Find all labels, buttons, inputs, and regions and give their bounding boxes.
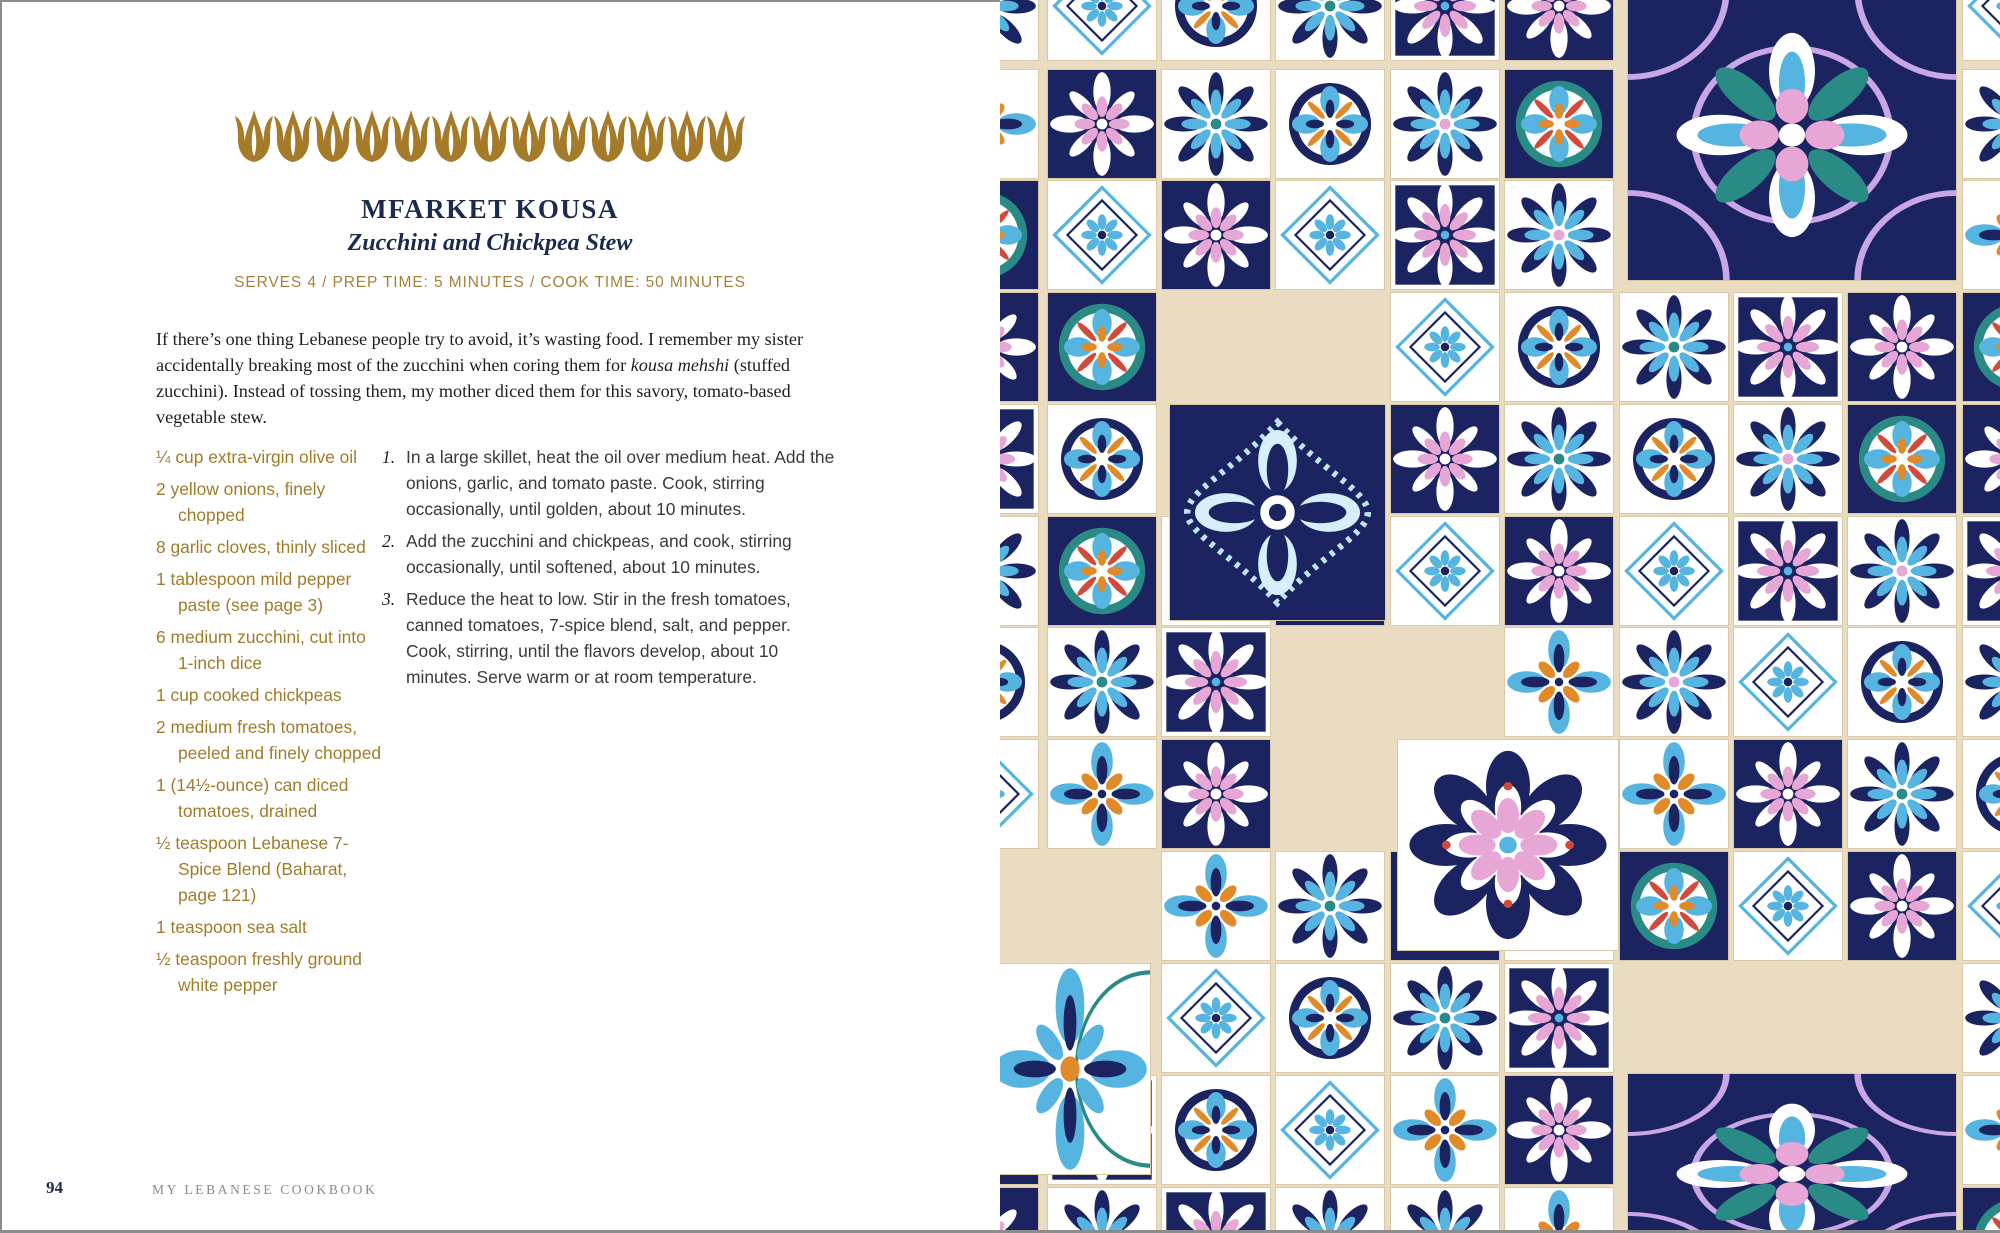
decorative-tile <box>1162 852 1270 960</box>
decorative-tile <box>1620 852 1728 960</box>
decorative-tile <box>1048 1188 1156 1233</box>
decorative-tile <box>1505 0 1613 60</box>
decorative-tile <box>1162 628 1270 736</box>
direction-step <box>382 586 837 690</box>
decorative-tile <box>1276 852 1384 960</box>
decorative-tile <box>1963 1188 2000 1233</box>
running-head: MY LEBANESE COOKBOOK <box>152 1182 378 1197</box>
ingredient-item: ½ teaspoon Lebanese 7-Spice Blend (Baharat, page 121) <box>156 833 349 905</box>
decorative-tile <box>1963 964 2000 1072</box>
step-number: 2. <box>382 531 396 551</box>
recipe-title: MFARKET KOUSA <box>361 194 619 224</box>
decorative-tile <box>1162 1188 1270 1233</box>
tulip-icon <box>510 106 548 164</box>
decorative-tile <box>1048 70 1156 178</box>
decorative-tile <box>1963 517 2000 625</box>
tulip-icon <box>392 106 430 164</box>
intro-italic-dish: kousa mehshi <box>630 355 730 375</box>
decorative-tile <box>1505 181 1613 289</box>
decorative-tile <box>1048 405 1156 513</box>
decorative-tile <box>1848 293 1956 401</box>
tulip-icon <box>432 106 470 164</box>
decorative-tile <box>1391 293 1499 401</box>
step-text: In a large skillet, heat the oil over medium heat. Add the onions, garlic, and tomato paste. Cook, stirring occasionally, until golden, about 10 minutes. <box>406 447 835 519</box>
ingredient-item: 6 medium zucchini, cut into 1-inch dice <box>156 627 366 673</box>
recipe-meta: SERVES 4 / PREP TIME: 5 MINUTES / COOK TIME: 50 MINUTES <box>234 274 746 291</box>
ingredient-item: 1 (14½-ounce) can diced tomatoes, drained <box>156 775 349 821</box>
tile-pattern-page <box>1000 0 2000 1233</box>
page-number: 94 <box>46 1178 63 1197</box>
decorative-tile <box>1276 0 1384 60</box>
step-number: 3. <box>382 589 396 609</box>
decorative-tile <box>1048 517 1156 625</box>
decorative-tile <box>1734 740 1842 848</box>
decorative-tile <box>1000 70 1038 178</box>
decorative-tile <box>1505 405 1613 513</box>
ingredient-item: ¼ cup extra-virgin olive oil <box>156 447 358 467</box>
decorative-tile <box>1963 181 2000 289</box>
decorative-tile <box>1048 740 1156 848</box>
decorative-tile <box>1734 517 1842 625</box>
decorative-tile <box>1162 740 1270 848</box>
decorative-tile <box>1505 293 1613 401</box>
decorative-tile <box>1848 852 1956 960</box>
decorative-tile <box>1848 628 1956 736</box>
tulip-icon <box>707 106 745 164</box>
decorative-tile <box>1000 0 1038 60</box>
decorative-tile <box>1391 964 1499 1072</box>
direction-step <box>382 528 837 580</box>
tulip-icon <box>550 106 588 164</box>
decorative-tile <box>1048 0 1156 60</box>
tulip-icon <box>353 106 391 164</box>
ingredient-item: 2 yellow onions, finely chopped <box>156 479 326 525</box>
decorative-tile <box>1963 293 2000 401</box>
large-decorative-tile <box>1398 740 1618 950</box>
decorative-tile <box>1391 70 1499 178</box>
decorative-tile <box>1276 181 1384 289</box>
tulip-icon <box>589 106 627 164</box>
tulip-icon <box>668 106 706 164</box>
decorative-tile <box>1162 70 1270 178</box>
direction-list <box>382 444 837 696</box>
decorative-tile <box>1162 181 1270 289</box>
decorative-tile <box>1505 1188 1613 1233</box>
decorative-tile <box>1963 852 2000 960</box>
ingredient-item: 1 teaspoon sea salt <box>156 917 307 937</box>
decorative-tile <box>1505 70 1613 178</box>
ingredient-list <box>156 444 386 1004</box>
decorative-tile <box>1276 1188 1384 1233</box>
decorative-tile <box>1276 1076 1384 1184</box>
ingredient-item: 1 tablespoon mild pepper paste (see page 3) <box>156 569 352 615</box>
large-decorative-tile <box>1170 405 1385 620</box>
decorative-tile <box>1162 1076 1270 1184</box>
decorative-tile <box>1162 964 1270 1072</box>
decorative-tile <box>1505 964 1613 1072</box>
decorative-tile <box>1620 517 1728 625</box>
decorative-tile <box>1963 740 2000 848</box>
decorative-tile <box>1391 517 1499 625</box>
decorative-tile <box>1391 181 1499 289</box>
decorative-tile <box>1391 0 1499 60</box>
decorative-tile <box>1734 293 1842 401</box>
decorative-tile <box>1963 405 2000 513</box>
direction-step <box>382 444 837 522</box>
ingredient-item: 2 medium fresh tomatoes, peeled and finely chopped <box>156 717 382 763</box>
tulip-icon <box>628 106 666 164</box>
decorative-tile <box>1963 1076 2000 1184</box>
decorative-tile <box>1848 405 1956 513</box>
step-text: Reduce the heat to low. Stir in the fresh tomatoes, canned tomatoes, 7-spice blend, salt, and pepper. Cook, stirring, until the flavors develop, about 10 minutes. Serve warm or at room temperature. <box>406 589 791 687</box>
intro-text-2: (stuffed zucchini). Instead of tossing them, my mother diced them for this savory, tomato-based vegetable stew. <box>156 355 791 427</box>
decorative-tile <box>1000 628 1038 736</box>
recipe-subtitle: Zucchini and Chickpea Stew <box>347 230 633 256</box>
ingredient-item: 8 garlic cloves, thinly sliced <box>156 537 366 557</box>
ingredient-item: ½ teaspoon freshly ground white pepper <box>156 949 362 995</box>
tulip-icon <box>274 106 312 164</box>
decorative-tile <box>1162 0 1270 60</box>
decorative-tile <box>1391 1188 1499 1233</box>
decorative-tile <box>1505 1076 1613 1184</box>
decorative-tile <box>1048 628 1156 736</box>
decorative-tile <box>1734 628 1842 736</box>
decorative-tile <box>1505 628 1613 736</box>
tulip-icon <box>235 106 273 164</box>
tulip-icon <box>314 106 352 164</box>
decorative-tile <box>1848 517 1956 625</box>
decorative-tile <box>1963 70 2000 178</box>
decorative-tile <box>1276 964 1384 1072</box>
large-decorative-tile <box>1628 0 1956 280</box>
intro-text-1: If there’s one thing Lebanese people try to avoid, it’s wasting food. I remember my sister accidentally breaking most of the zucchini when coring them for <box>156 329 803 375</box>
recipe-intro <box>156 326 836 430</box>
large-decorative-tile <box>1628 1074 1956 1233</box>
decorative-tile <box>1620 740 1728 848</box>
decorative-tile <box>1000 740 1038 848</box>
decorative-tile <box>1000 293 1038 401</box>
tulip-icon <box>471 106 509 164</box>
decorative-tile <box>1963 0 2000 60</box>
decorative-tile <box>1620 293 1728 401</box>
decorative-tile <box>1620 628 1728 736</box>
decorative-tile <box>1505 517 1613 625</box>
decorative-tile <box>1620 405 1728 513</box>
decorative-tile <box>1000 1188 1038 1233</box>
decorative-tile <box>1276 70 1384 178</box>
decorative-tile <box>1734 405 1842 513</box>
step-number: 1. <box>382 447 396 467</box>
decorative-tile <box>1391 405 1499 513</box>
step-text: Add the zucchini and chickpeas, and cook, stirring occasionally, until softened, about 10 minutes. <box>406 531 792 577</box>
decorative-tile <box>1000 181 1038 289</box>
decorative-tile <box>1391 1076 1499 1184</box>
decorative-tile <box>1734 852 1842 960</box>
ingredient-item: 1 cup cooked chickpeas <box>156 685 342 705</box>
decorative-tile <box>1000 517 1038 625</box>
decorative-tile <box>1848 740 1956 848</box>
decorative-tile <box>1000 405 1038 513</box>
decorative-tile <box>1048 293 1156 401</box>
decorative-tile <box>1048 181 1156 289</box>
decorative-tile <box>1963 628 2000 736</box>
tulip-ornament-border <box>235 106 745 164</box>
large-decorative-tile <box>1000 964 1150 1174</box>
